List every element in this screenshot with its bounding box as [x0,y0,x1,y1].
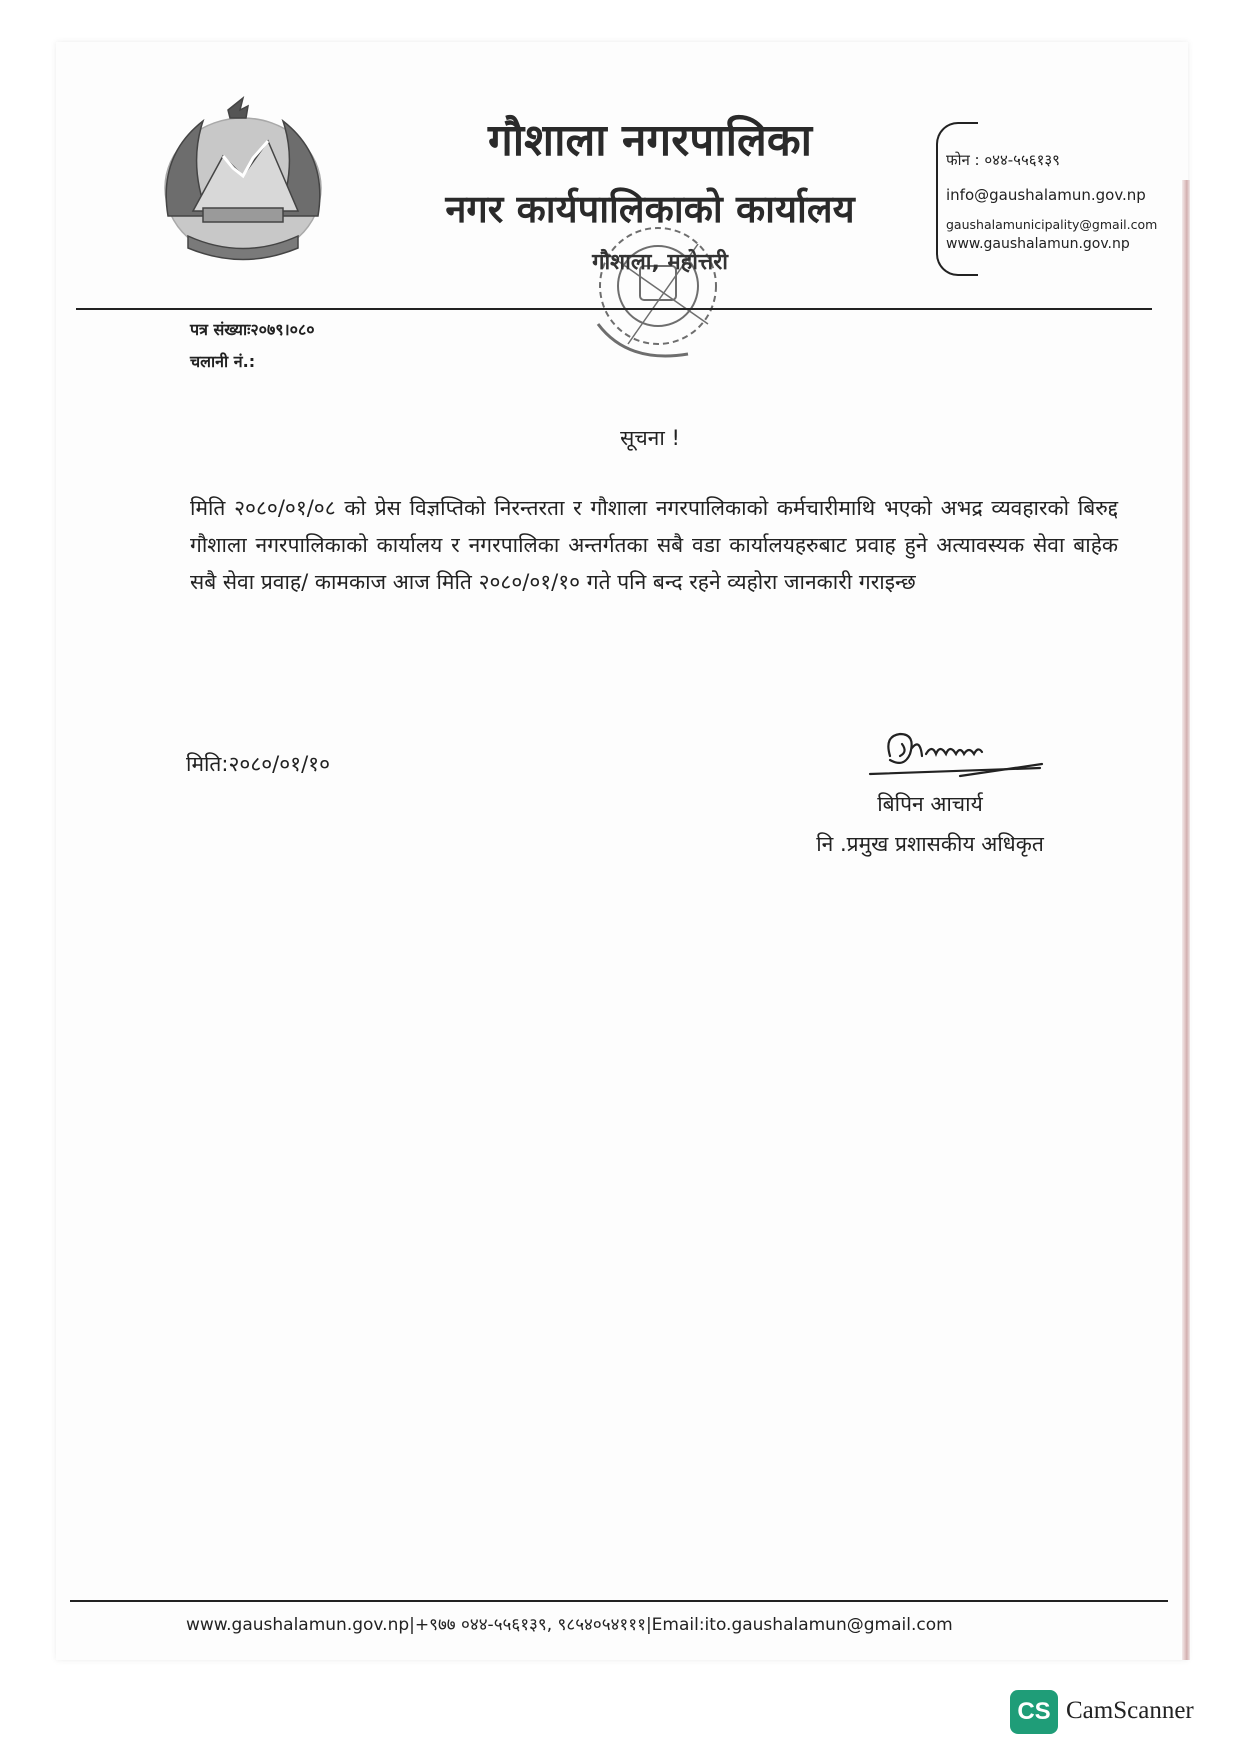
contact-email-official: info@gaushalamun.gov.np [946,186,1146,204]
footer-divider [70,1600,1168,1602]
footer-contact: www.gaushalamun.gov.np|+९७७ ०४४-५५६१३९, ९८५४०५४१११|Email:ito.gaushalamun@gmail.com [186,1615,953,1635]
camscanner-logo-icon: CS [1010,1690,1058,1734]
page-edge-shadow [1182,180,1190,1660]
office-location: गौशाला, महोत्तरी [592,250,728,275]
contact-phone: फोन : ०४४-५५६१३९ [946,151,1060,169]
signatory-name: बिपिन आचार्य [877,792,983,816]
header-divider [76,308,1152,310]
contact-website: www.gaushalamun.gov.np [946,236,1130,252]
office-subtitle: नगर कार्यपालिकाको कार्यालय [445,187,855,231]
notice-body: मिति २०८०/०१/०८ को प्रेस विज्ञप्तिको निरन्तरता र गौशाला नगरपालिकाको कर्मचारीमाथि भएको अभद्र व्यवहारको बिरुद्द गौशाला नगरपालिकाको कार्यालय र नगरपालिका अन्तर्गतका सबै वडा कार्यालयहरुबाट प्रवाह हुने अत्यावस्यक सेवा बाहेक सबै सेवा प्रवाह/ कामकाज आज मिति २०८०/०१/१० गते पनि बन्द रहने व्यहोरा जानकारी गराइन्छ [190,496,1118,594]
official-stamp [568,214,748,374]
issue-date: मिति:२०८०/०१/१० [186,752,330,776]
dispatch-number: चलानी नं.: [190,352,256,371]
handwritten-signature [860,726,1050,796]
nepal-emblem-logo [148,96,338,271]
contact-email-gmail: gaushalamunicipality@gmail.com [946,217,1158,232]
municipality-title: गौशाला नगरपालिका [487,115,813,166]
notice-heading: सूचना ! [620,426,680,450]
camscanner-watermark: CamScanner [1066,1697,1194,1724]
letter-number: पत्र संख्याः२०७९।०८० [190,320,315,339]
signatory-designation: नि .प्रमुख प्रशासकीय अधिकृत [816,832,1044,856]
